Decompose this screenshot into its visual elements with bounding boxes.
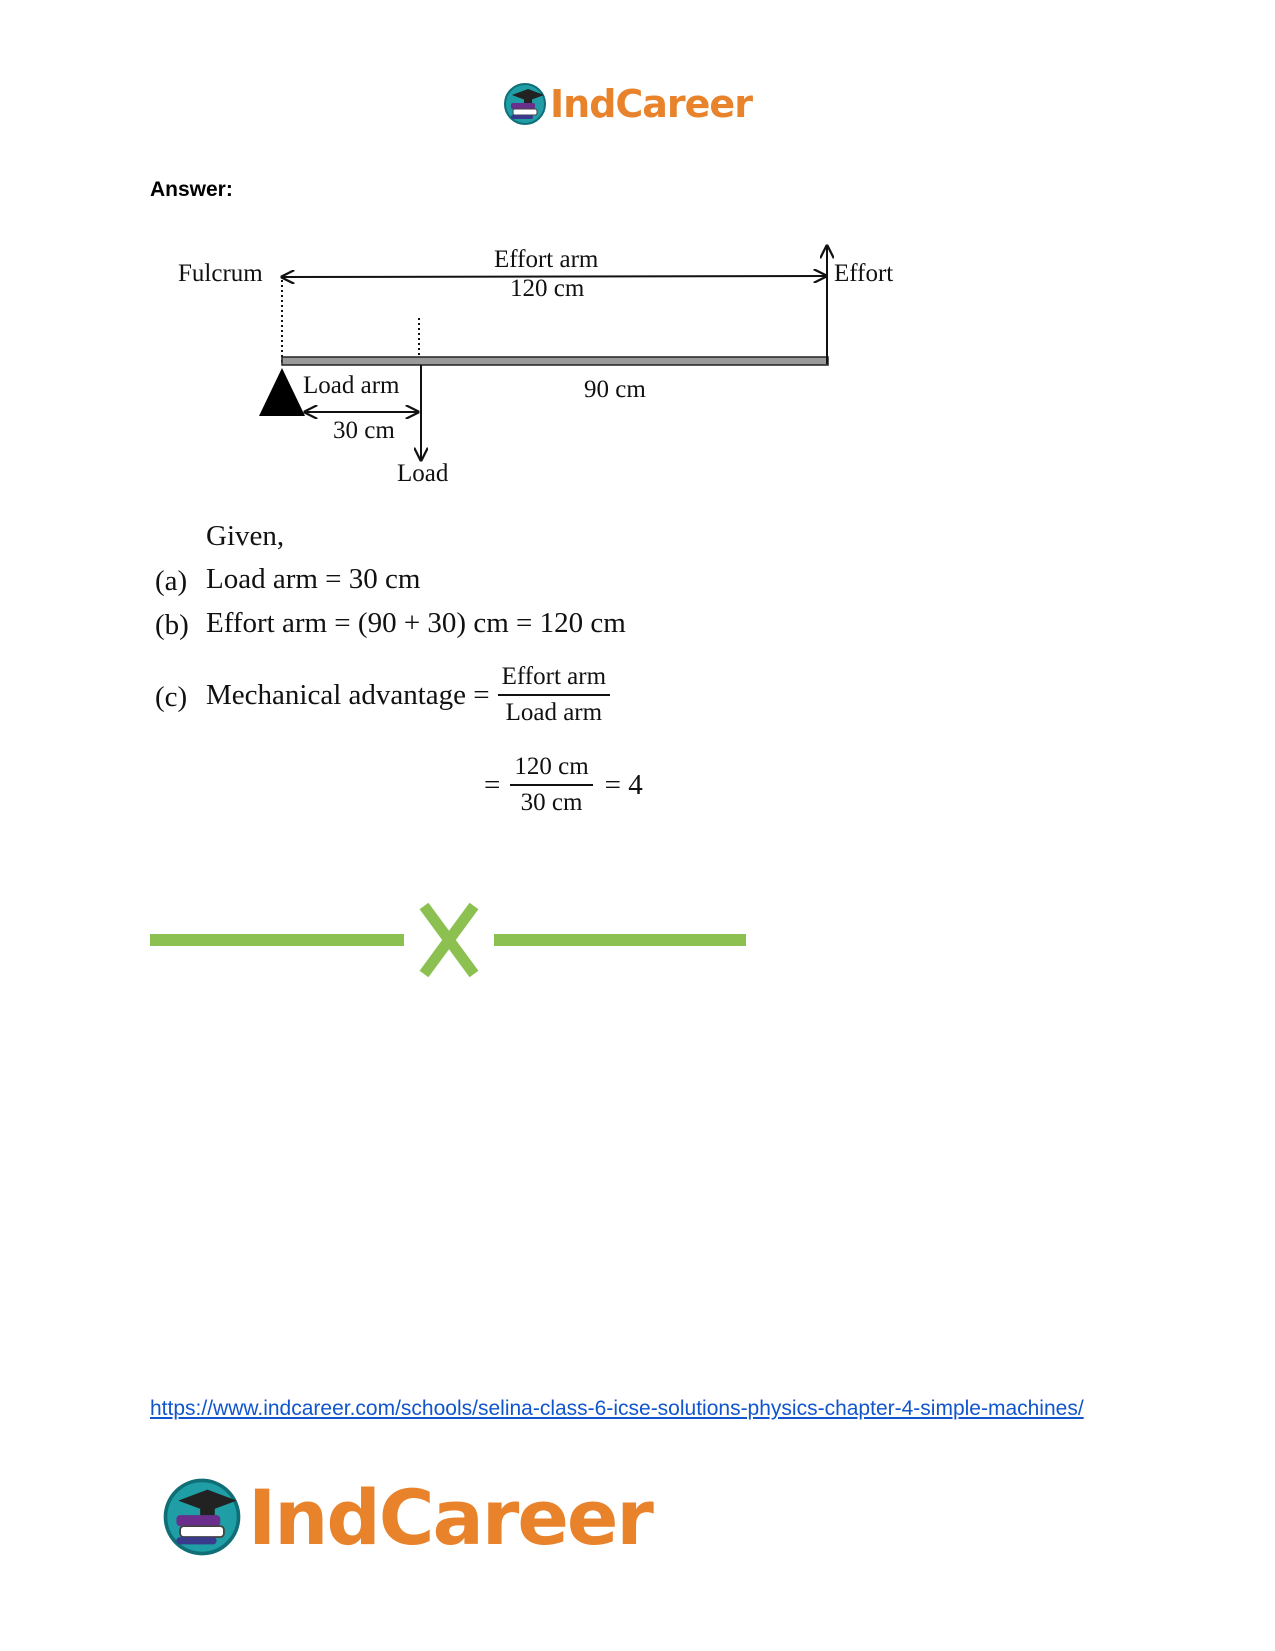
source-url-link[interactable]: https://www.indcareer.com/schools/selina-class-6-icse-solutions-physics-chapter-4-simple-machines/ <box>150 1397 1084 1420</box>
fulcrum-triangle <box>259 368 305 416</box>
given-label: Given, <box>206 520 285 552</box>
effort-arm-label: Effort arm <box>494 246 599 273</box>
calculation <box>484 750 643 820</box>
item-b-text: Effort arm = (90 + 30) cm = 120 cm <box>206 607 626 639</box>
mechanical-advantage-formula <box>206 660 610 730</box>
lever-diagram <box>0 0 1275 500</box>
formula-numerator: Effort arm <box>501 663 607 690</box>
answer-heading: Answer: <box>150 178 233 201</box>
mechanical-advantage-label: Mechanical advantage = <box>206 678 490 711</box>
divider-x-icon <box>424 906 474 974</box>
calc-numerator: 120 cm <box>514 753 589 780</box>
lever-bar <box>282 357 828 365</box>
load-arm-length: 30 cm <box>333 417 395 444</box>
effort-arm-length: 120 cm <box>510 275 585 302</box>
formula-denominator: Load arm <box>505 699 603 726</box>
item-a-marker: (a) <box>155 565 188 597</box>
calc-fraction <box>510 750 592 820</box>
item-a-text: Load arm = 30 cm <box>206 563 421 595</box>
formula-fraction <box>498 660 610 730</box>
equals-sign: = <box>484 768 501 801</box>
result: = 4 <box>604 768 643 801</box>
graduation-cap-book-icon <box>160 1475 244 1559</box>
logo-wordmark: IndCareer <box>248 1472 652 1562</box>
calc-denominator: 30 cm <box>520 789 583 816</box>
item-c-marker: (c) <box>155 681 188 713</box>
divider-line-right <box>494 934 746 946</box>
logo-wordmark: IndCareer <box>550 82 752 126</box>
fulcrum-label: Fulcrum <box>178 260 263 287</box>
load-arm-label: Load arm <box>303 372 400 399</box>
section-divider <box>150 900 770 980</box>
lever-diagram-lines <box>0 0 1275 500</box>
load-label: Load <box>397 460 449 487</box>
divider-line-left <box>150 934 404 946</box>
remaining-length-label: 90 cm <box>584 376 646 403</box>
indcareer-logo-bottom <box>160 1472 652 1562</box>
item-b-marker: (b) <box>155 609 189 641</box>
effort-label: Effort <box>834 260 894 287</box>
